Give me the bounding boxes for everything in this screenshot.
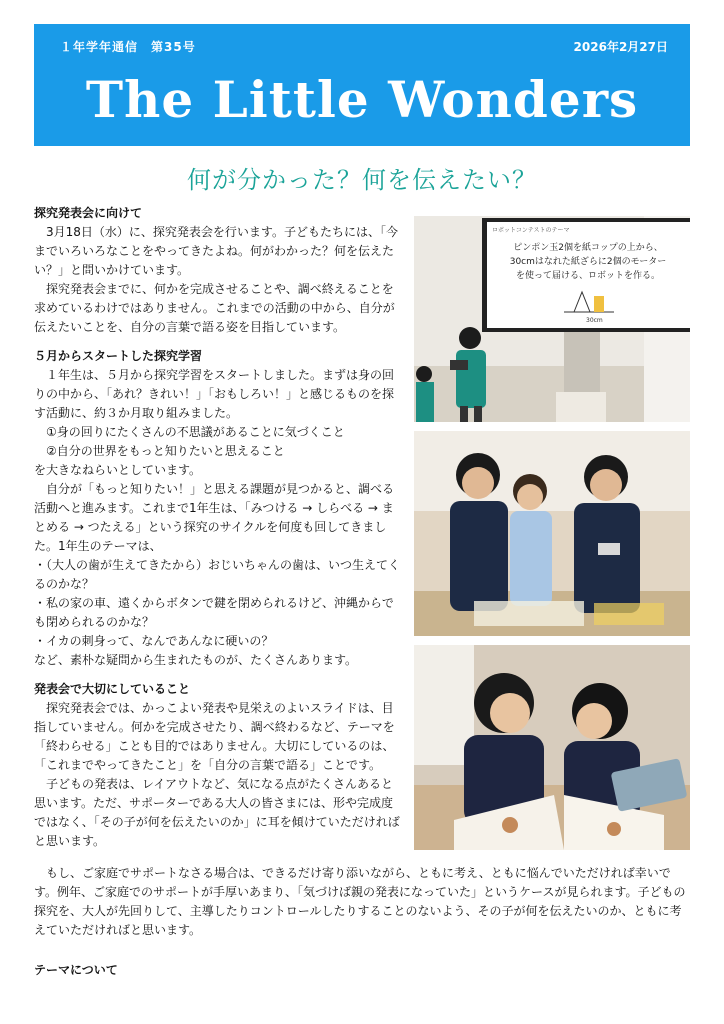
masthead-banner — [34, 24, 690, 146]
section-heading: 探究発表会に向けて — [34, 206, 143, 220]
photo-children-examining — [414, 431, 690, 636]
issue-number: １年学年通信 第35号 — [60, 40, 196, 54]
svg-text:30cm: 30cm — [586, 317, 603, 324]
section-heading: 発表会で大切にしていること — [34, 682, 191, 696]
paragraph: 3月18日（水）に、探究発表会を行います。子どもたちには、「今までいろいろなことをやってきたよね。何がわかった？何を伝えたい？」と問いかけています。 — [34, 225, 398, 277]
slide-line-2: 30cmはなれた紙ざらに2個のモーター — [509, 257, 667, 267]
slide-line-1: ピンポン玉2個を紙コップの上から、 — [513, 243, 663, 253]
list-item: ・イカの刺身って、なんであんなに硬いの？ — [34, 634, 274, 648]
issue-date: 2026年2月27日 — [573, 40, 668, 54]
photo-presentation — [414, 216, 690, 422]
newsletter-title: The Little Wonders — [85, 70, 639, 129]
list-item: ②自分の世界をもっと知りたいと思えること — [34, 444, 285, 458]
section-heading: ５月からスタートした探究学習 — [34, 349, 203, 363]
paragraph: 探究発表会までに、何かを完成させることや、調べ終えることを求めているわけではありません。これまでの活動の中から、自分が伝えたいことを、自分の言葉で語る姿を目指しています。 — [34, 282, 395, 334]
paragraph: 自分が「もっと知りたい！」と思える課題が見つかると、調べる活動へと進みます。これまで1年生は、「みつける → しらべる → まとめる → つたえる」という探究のサイクルを何度も回してきました。1年生のテーマは、 — [34, 482, 395, 553]
paragraph: １年生は、５月から探究学習をスタートしました。まずは身の回りの中から、「あれ？きれい！」「おもしろい！」と感じるものを探す活動に、約３か月取り組みました。 — [34, 368, 395, 420]
page-subtitle: 何が分かった？何を伝えたい？ — [187, 166, 537, 194]
seated-children — [416, 366, 434, 422]
full-width-paragraph — [34, 864, 690, 940]
slide-header: ロボットコンテストのテーマ — [492, 227, 570, 234]
left-column — [34, 204, 400, 851]
paragraph: もし、ご家庭でサポートなさる場合は、できるだけ寄り添いながら、ともに考え、ともに悩んでいただければ幸いです。例年、ご家庭でのサポートが手厚いあまり、「気づけば親の発表になっていた」というケースが見られます。子どもの探究を、大人が先回りして、主導したりコントロールしたりすることのないよう、その子が何を伝えたいのか、ともに考えていただければと思います。 — [34, 866, 686, 937]
list-item: ①身の回りにたくさんの不思議があることに気づくこと — [34, 425, 345, 439]
paragraph: 子どもの発表は、レイアウトなど、気になる点がたくさんあると思います。ただ、サポーターである大人の皆さまには、形や完成度ではなく、「その子が何を伝えたいのか」に耳を傾けていただければと思います。 — [34, 777, 400, 848]
slide-line-3: を使って届ける、ロボットを作る。 — [515, 271, 661, 281]
paragraph: を大きなねらいとしています。 — [34, 463, 202, 477]
section-heading: テーマについて — [34, 963, 118, 977]
list-item: ・（大人の歯が生えてきたから）おじいちゃんの歯は、いつ生えてくるのかな？ — [34, 558, 401, 591]
paragraph: など、素朴な疑問から生まれたものが、たくさんあります。 — [34, 653, 358, 667]
list-item: ・私の家の車、遠くからボタンで鍵を閉められるけど、沖縄からでも閉められるのかな？ — [34, 596, 394, 629]
child-left — [450, 453, 508, 611]
paragraph: 探究発表会では、かっこよい発表や見栄えのよいスライドは、目指していません。何かを完成させたり、調べ終わるなど、テーマを「終わらせる」ことも目的ではありません。大切にしているのは、「これまでやってきたこと」を「自分の言葉で語る」ことです。 — [34, 701, 395, 772]
photo-children-reading — [414, 645, 690, 850]
child-middle — [510, 474, 552, 606]
